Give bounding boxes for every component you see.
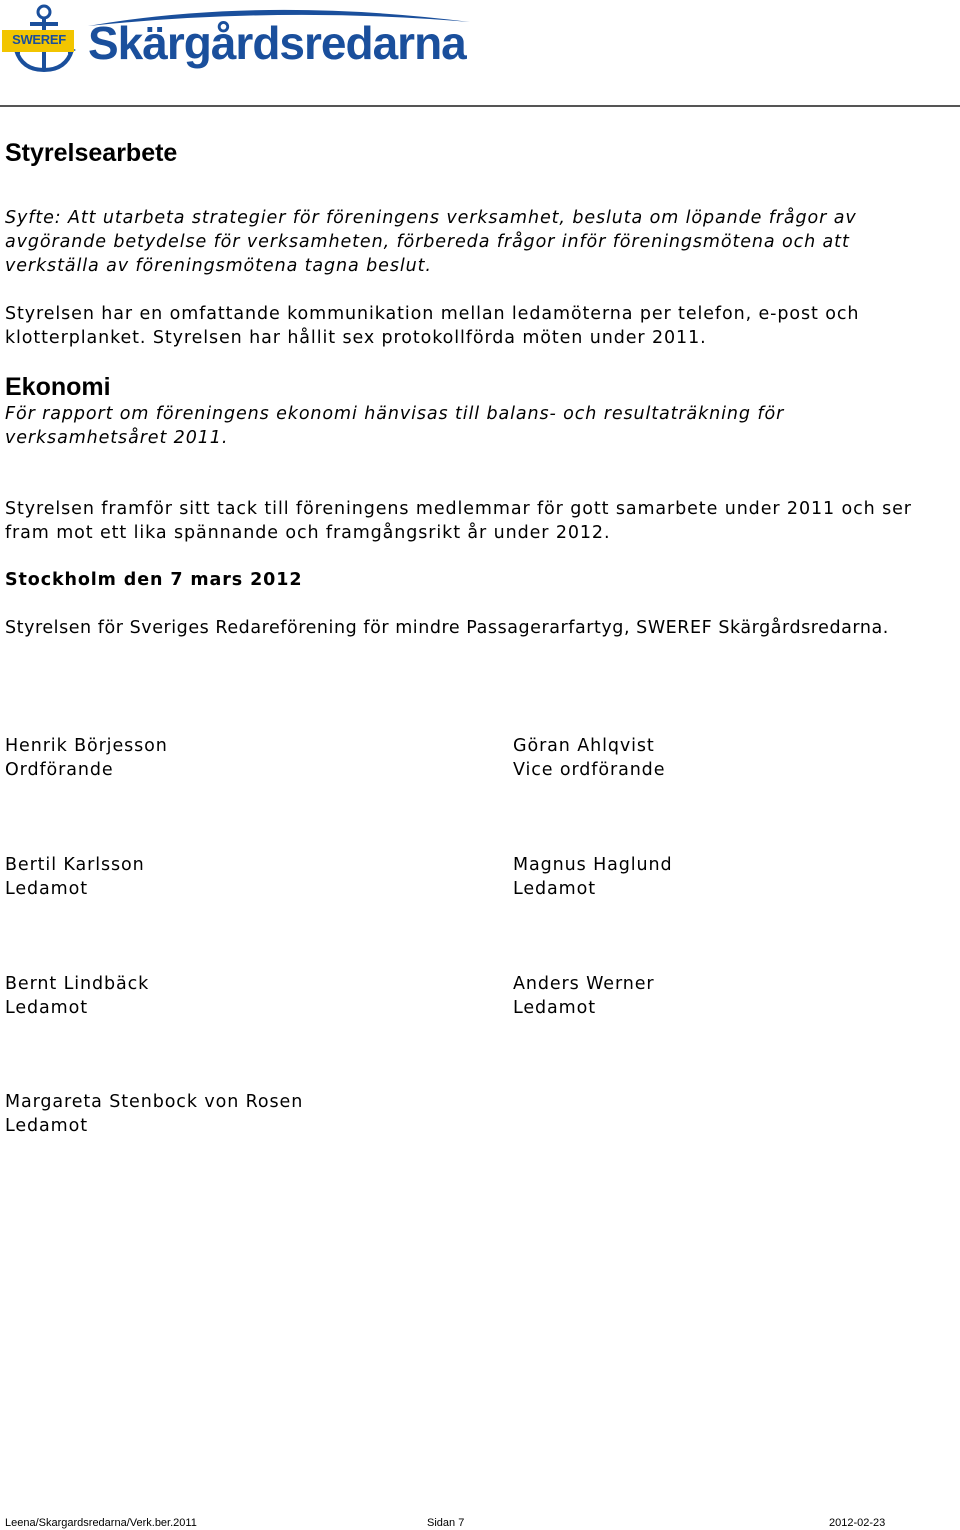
signature-name: Margareta Stenbock von Rosen <box>5 1092 304 1112</box>
signature-role: Ledamot <box>513 879 596 899</box>
signature-name: Bertil Karlsson <box>5 855 145 875</box>
signature-block <box>513 734 665 782</box>
signature-role: Ledamot <box>5 1116 88 1136</box>
signature-role: Ledamot <box>513 998 596 1018</box>
signature-name: Magnus Haglund <box>513 855 673 875</box>
footer-date: 2012-02-23 <box>829 1517 886 1529</box>
section-heading-ekonomi: Ekonomi <box>5 373 111 401</box>
signature-role: Ordförande <box>5 760 114 780</box>
logo-badge-text: SWEREF <box>12 32 66 47</box>
signature-name: Bernt Lindbäck <box>5 974 150 994</box>
logo-wordmark: Skärgårdsredarna <box>88 17 466 69</box>
signature-block <box>5 972 149 1020</box>
signature-block <box>5 734 168 782</box>
purpose-paragraph: Syfte: Att utarbeta strategier för föreningens verksamhet, besluta om löpande frågor av avgörande betydelse för verksamheten, förbereda frågor inför föreningsmötena och att verkställa av föreningsmötena tagna beslut. <box>5 208 857 276</box>
footer-path: Leena/Skargardsredarna/Verk.ber.2011 <box>5 1517 197 1529</box>
signature-block <box>513 972 655 1020</box>
header-logo <box>2 2 472 82</box>
signature-role: Ledamot <box>5 879 88 899</box>
footer-page-number: Sidan 7 <box>427 1517 465 1529</box>
signature-role: Vice ordförande <box>513 760 666 780</box>
signature-block <box>513 853 673 901</box>
signature-name: Göran Ahlqvist <box>513 736 655 756</box>
signature-block <box>5 1090 303 1138</box>
signature-name: Henrik Börjesson <box>5 736 168 756</box>
ekonomi-paragraph: För rapport om föreningens ekonomi hänvisas till balans- och resultaträkning för verksamhetsåret 2011. <box>5 404 785 448</box>
signature-role: Ledamot <box>5 998 88 1018</box>
board-statement: Styrelsen för Sveriges Redareförening för mindre Passagerarfartyg, SWEREF Skärgårdsredarna. <box>5 618 889 638</box>
signature-name: Anders Werner <box>513 974 655 994</box>
header-divider <box>0 105 960 107</box>
signature-block <box>5 853 145 901</box>
thanks-paragraph: Styrelsen framför sitt tack till föreningens medlemmar för gott samarbete under 2011 och ser fram mot ett lika spännande och framgångsrikt år under 2012. <box>5 499 912 543</box>
place-date: Stockholm den 7 mars 2012 <box>5 570 303 590</box>
section-heading-styrelsearbete: Styrelsearbete <box>5 139 178 167</box>
communication-paragraph: Styrelsen har en omfattande kommunikation mellan ledamöterna per telefon, e-post och klotterplanket. Styrelsen har hållit sex protokollförda möten under 2011. <box>5 304 860 348</box>
